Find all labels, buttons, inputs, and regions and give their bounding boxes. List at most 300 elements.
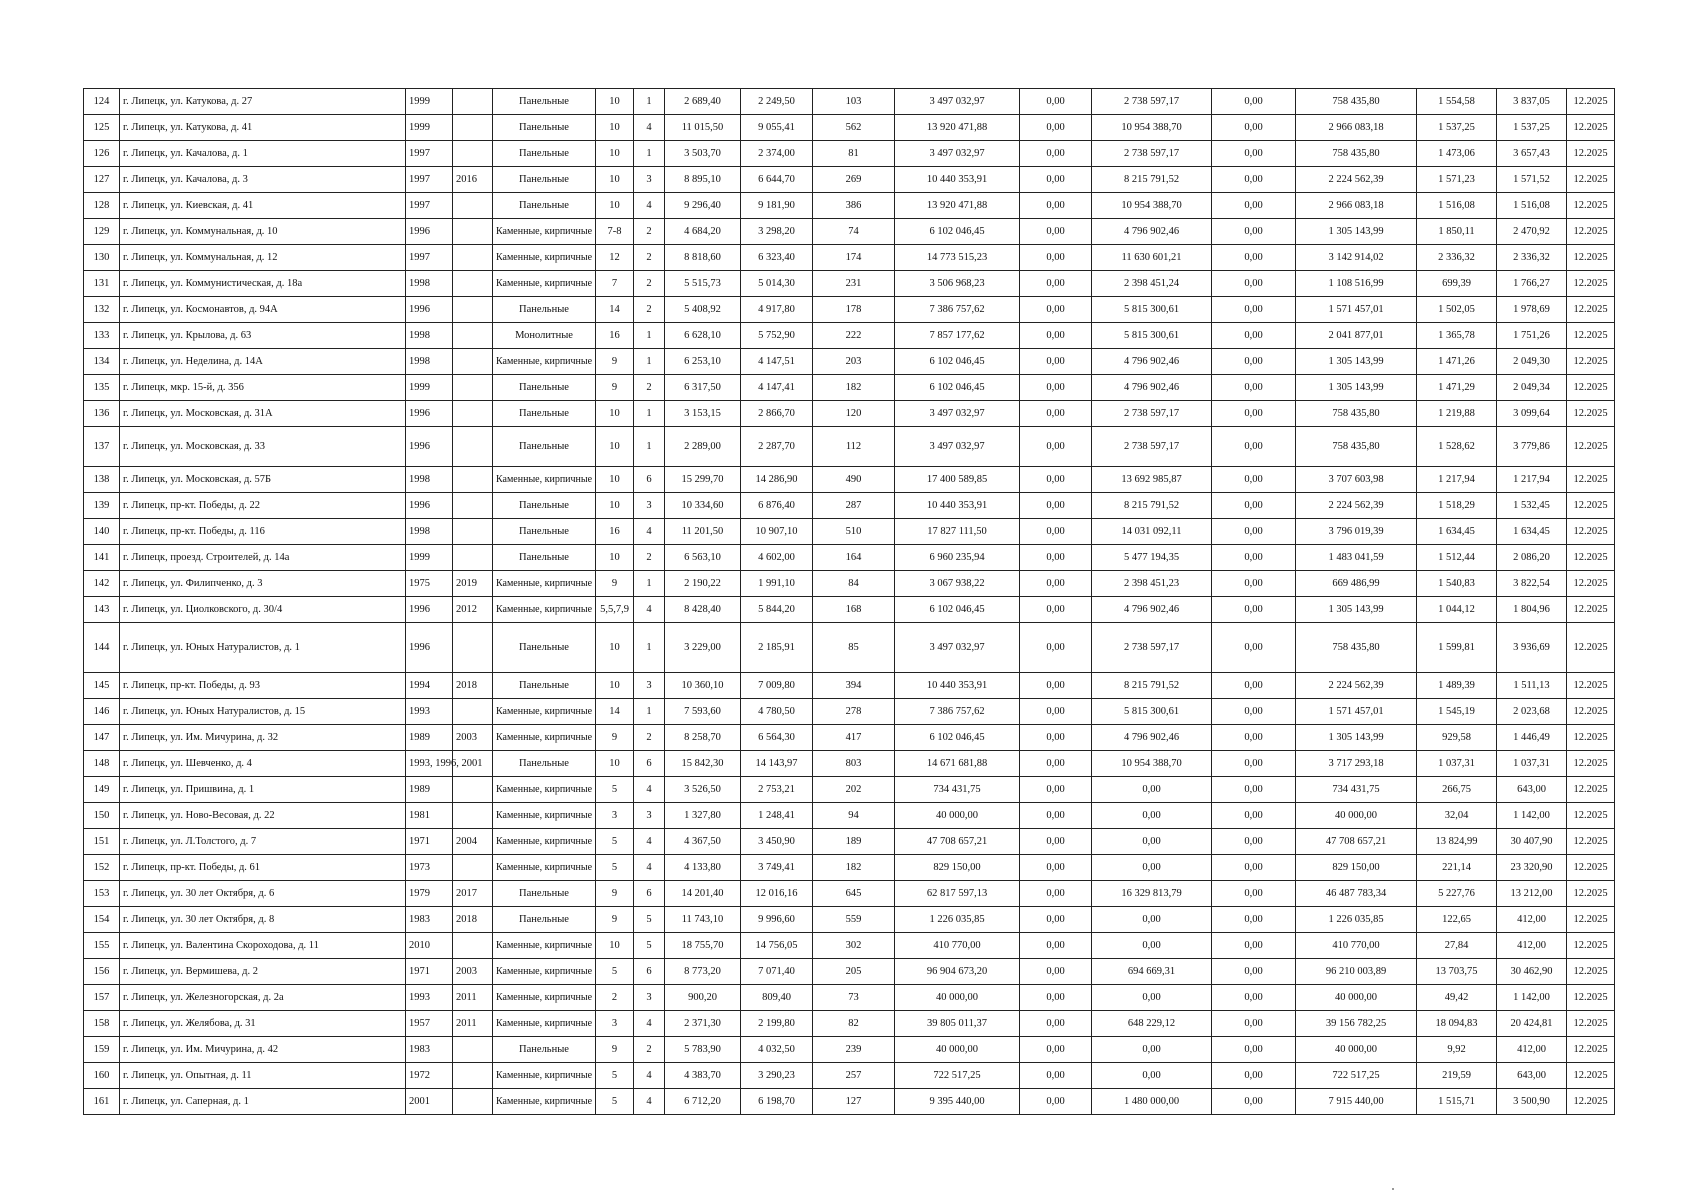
cell-address: г. Липецк, ул. Им. Мичурина, д. 42: [120, 1037, 406, 1063]
cell-residents: 278: [813, 699, 895, 725]
cell-living-area: 4 032,50: [741, 1037, 813, 1063]
cell-max-unit-cost: 1 142,00: [1497, 985, 1567, 1011]
cell-wall-material: Панельные: [493, 297, 596, 323]
cell-living-area: 5 014,30: [741, 271, 813, 297]
cell-cost-local: 0,00: [1212, 493, 1296, 519]
cell-total-area: 3 526,50: [665, 777, 741, 803]
cell-year-built: 1989: [406, 725, 453, 751]
cell-address: г. Липецк, ул. Ново-Весовая, д. 22: [120, 803, 406, 829]
cell-living-area: 14 756,05: [741, 933, 813, 959]
cell-entrances: 4: [634, 777, 665, 803]
cell-address: г. Липецк, ул. Саперная, д. 1: [120, 1089, 406, 1115]
table-row: [84, 297, 1615, 323]
cell-max-unit-cost: 3 099,64: [1497, 401, 1567, 427]
table-row: [84, 1037, 1615, 1063]
cell-cost-subject: 2 738 597,17: [1092, 623, 1212, 673]
cell-cost-owners: 758 435,80: [1296, 141, 1417, 167]
cell-row-number: 151: [84, 829, 120, 855]
table-row: [84, 571, 1615, 597]
cell-cost-subject: 5 815 300,61: [1092, 297, 1212, 323]
cell-row-number: 140: [84, 519, 120, 545]
cell-cost-local: 0,00: [1212, 401, 1296, 427]
cell-total-area: 4 367,50: [665, 829, 741, 855]
cell-address: г. Липецк, ул. Московская, д. 31А: [120, 401, 406, 427]
cell-unit-cost: 32,04: [1417, 803, 1497, 829]
cell-row-number: 132: [84, 297, 120, 323]
cell-cost-fund: 0,00: [1020, 1037, 1092, 1063]
cell-year-built: 1973: [406, 855, 453, 881]
cell-residents: 103: [813, 89, 895, 115]
cell-total-cost: 10 440 353,91: [895, 167, 1020, 193]
cell-total-area: 900,20: [665, 985, 741, 1011]
cell-max-unit-cost: 23 320,90: [1497, 855, 1567, 881]
cell-address: г. Липецк, ул. Коммунистическая, д. 18а: [120, 271, 406, 297]
cell-residents: 231: [813, 271, 895, 297]
cell-unit-cost: 1 515,71: [1417, 1089, 1497, 1115]
cell-address: г. Липецк, ул. Крылова, д. 63: [120, 323, 406, 349]
cell-address: г. Липецк, ул. Катукова, д. 27: [120, 89, 406, 115]
cell-residents: 112: [813, 427, 895, 467]
table-row: [84, 141, 1615, 167]
cell-year-renovated: [453, 375, 493, 401]
table-row: [84, 1089, 1615, 1115]
cell-cost-local: 0,00: [1212, 141, 1296, 167]
cell-address: г. Липецк, ул. Железногорская, д. 2а: [120, 985, 406, 1011]
cell-year-built: 1996: [406, 297, 453, 323]
cell-floors: 10: [596, 401, 634, 427]
cell-total-cost: 1 226 035,85: [895, 907, 1020, 933]
cell-floors: 9: [596, 907, 634, 933]
cell-cost-local: 0,00: [1212, 829, 1296, 855]
cell-wall-material: Каменные, кирпичные: [493, 725, 596, 751]
cell-floors: 16: [596, 519, 634, 545]
cell-cost-local: 0,00: [1212, 245, 1296, 271]
cell-cost-owners: 1 305 143,99: [1296, 725, 1417, 751]
cell-max-unit-cost: 3 936,69: [1497, 623, 1567, 673]
cell-cost-fund: 0,00: [1020, 699, 1092, 725]
cell-cost-fund: 0,00: [1020, 829, 1092, 855]
cell-wall-material: Каменные, кирпичные: [493, 829, 596, 855]
cell-total-cost: 10 440 353,91: [895, 493, 1020, 519]
cell-wall-material: Панельные: [493, 141, 596, 167]
cell-total-area: 5 408,92: [665, 297, 741, 323]
cell-year-built: 1996: [406, 219, 453, 245]
cell-max-unit-cost: 412,00: [1497, 907, 1567, 933]
cell-total-area: 8 258,70: [665, 725, 741, 751]
cell-living-area: 9 996,60: [741, 907, 813, 933]
cell-wall-material: Каменные, кирпичные: [493, 959, 596, 985]
cell-cost-owners: 40 000,00: [1296, 1037, 1417, 1063]
cell-cost-subject: 694 669,31: [1092, 959, 1212, 985]
cell-cost-fund: 0,00: [1020, 751, 1092, 777]
cell-year-renovated: 2011: [453, 985, 493, 1011]
cell-residents: 269: [813, 167, 895, 193]
cell-unit-cost: 49,42: [1417, 985, 1497, 1011]
cell-max-unit-cost: 1 217,94: [1497, 467, 1567, 493]
cell-row-number: 148: [84, 751, 120, 777]
cell-residents: 84: [813, 571, 895, 597]
cell-living-area: 5 844,20: [741, 597, 813, 623]
cell-residents: 203: [813, 349, 895, 375]
cell-residents: 803: [813, 751, 895, 777]
cell-deadline: 12.2025: [1567, 829, 1615, 855]
cell-year-renovated: [453, 545, 493, 571]
cell-floors: 12: [596, 245, 634, 271]
cell-year-built: 1993, 1996, 2001: [406, 751, 453, 777]
cell-entrances: 4: [634, 1011, 665, 1037]
cell-address: г. Липецк, ул. Катукова, д. 41: [120, 115, 406, 141]
cell-total-area: 18 755,70: [665, 933, 741, 959]
cell-cost-fund: 0,00: [1020, 881, 1092, 907]
housing-register-table: [83, 88, 1615, 1115]
cell-cost-owners: 39 156 782,25: [1296, 1011, 1417, 1037]
cell-cost-local: 0,00: [1212, 1089, 1296, 1115]
cell-max-unit-cost: 1 571,52: [1497, 167, 1567, 193]
cell-address: г. Липецк, ул. Пришвина, д. 1: [120, 777, 406, 803]
cell-total-area: 1 327,80: [665, 803, 741, 829]
cell-total-cost: 6 102 046,45: [895, 349, 1020, 375]
cell-cost-fund: 0,00: [1020, 907, 1092, 933]
cell-unit-cost: 929,58: [1417, 725, 1497, 751]
cell-deadline: 12.2025: [1567, 1089, 1615, 1115]
cell-cost-fund: 0,00: [1020, 467, 1092, 493]
cell-unit-cost: 1 365,78: [1417, 323, 1497, 349]
cell-residents: 127: [813, 1089, 895, 1115]
cell-entrances: 1: [634, 699, 665, 725]
cell-max-unit-cost: 2 336,32: [1497, 245, 1567, 271]
cell-cost-subject: 2 738 597,17: [1092, 89, 1212, 115]
cell-deadline: 12.2025: [1567, 245, 1615, 271]
cell-residents: 182: [813, 855, 895, 881]
cell-living-area: 4 917,80: [741, 297, 813, 323]
cell-deadline: 12.2025: [1567, 623, 1615, 673]
cell-cost-local: 0,00: [1212, 427, 1296, 467]
cell-cost-fund: 0,00: [1020, 297, 1092, 323]
cell-cost-fund: 0,00: [1020, 673, 1092, 699]
cell-row-number: 156: [84, 959, 120, 985]
cell-address: г. Липецк, ул. Московская, д. 33: [120, 427, 406, 467]
cell-deadline: 12.2025: [1567, 141, 1615, 167]
cell-cost-owners: 1 305 143,99: [1296, 375, 1417, 401]
cell-year-built: 1996: [406, 493, 453, 519]
cell-row-number: 138: [84, 467, 120, 493]
cell-residents: 510: [813, 519, 895, 545]
cell-year-renovated: [453, 271, 493, 297]
cell-total-area: 6 253,10: [665, 349, 741, 375]
cell-max-unit-cost: 1 511,13: [1497, 673, 1567, 699]
cell-row-number: 149: [84, 777, 120, 803]
cell-residents: 417: [813, 725, 895, 751]
cell-max-unit-cost: 3 779,86: [1497, 427, 1567, 467]
cell-year-built: 1981: [406, 803, 453, 829]
cell-cost-subject: 1 480 000,00: [1092, 1089, 1212, 1115]
cell-residents: 168: [813, 597, 895, 623]
cell-deadline: 12.2025: [1567, 1011, 1615, 1037]
cell-total-cost: 722 517,25: [895, 1063, 1020, 1089]
cell-total-cost: 40 000,00: [895, 803, 1020, 829]
cell-address: г. Липецк, пр-кт. Победы, д. 116: [120, 519, 406, 545]
cell-entrances: 2: [634, 1037, 665, 1063]
cell-unit-cost: 5 227,76: [1417, 881, 1497, 907]
cell-wall-material: Каменные, кирпичные: [493, 985, 596, 1011]
cell-year-built: 2001: [406, 1089, 453, 1115]
cell-total-cost: 3 497 032,97: [895, 401, 1020, 427]
cell-year-built: 1998: [406, 271, 453, 297]
cell-cost-owners: 46 487 783,34: [1296, 881, 1417, 907]
table-row: [84, 115, 1615, 141]
cell-cost-fund: 0,00: [1020, 959, 1092, 985]
cell-living-area: 3 298,20: [741, 219, 813, 245]
cell-cost-fund: 0,00: [1020, 245, 1092, 271]
cell-year-renovated: [453, 323, 493, 349]
cell-year-built: 1996: [406, 427, 453, 467]
cell-year-built: 1997: [406, 245, 453, 271]
cell-total-cost: 17 827 111,50: [895, 519, 1020, 545]
cell-residents: 74: [813, 219, 895, 245]
cell-wall-material: Каменные, кирпичные: [493, 219, 596, 245]
cell-residents: 257: [813, 1063, 895, 1089]
cell-year-renovated: [453, 1089, 493, 1115]
cell-max-unit-cost: 1 751,26: [1497, 323, 1567, 349]
cell-cost-fund: 0,00: [1020, 519, 1092, 545]
cell-floors: 2: [596, 985, 634, 1011]
table-row: [84, 427, 1615, 467]
cell-floors: 5: [596, 1089, 634, 1115]
cell-row-number: 127: [84, 167, 120, 193]
cell-total-cost: 14 671 681,88: [895, 751, 1020, 777]
cell-residents: 202: [813, 777, 895, 803]
cell-floors: 7-8: [596, 219, 634, 245]
cell-wall-material: Панельные: [493, 907, 596, 933]
cell-cost-local: 0,00: [1212, 467, 1296, 493]
cell-year-renovated: [453, 115, 493, 141]
cell-total-cost: 9 395 440,00: [895, 1089, 1020, 1115]
cell-floors: 10: [596, 193, 634, 219]
cell-wall-material: Каменные, кирпичные: [493, 933, 596, 959]
cell-residents: 120: [813, 401, 895, 427]
cell-wall-material: Каменные, кирпичные: [493, 699, 596, 725]
cell-entrances: 4: [634, 1063, 665, 1089]
cell-year-built: 1983: [406, 1037, 453, 1063]
cell-cost-fund: 0,00: [1020, 115, 1092, 141]
cell-floors: 10: [596, 493, 634, 519]
table-row: [84, 245, 1615, 271]
cell-total-area: 11 743,10: [665, 907, 741, 933]
cell-year-renovated: 2003: [453, 959, 493, 985]
cell-cost-fund: 0,00: [1020, 855, 1092, 881]
cell-wall-material: Каменные, кирпичные: [493, 855, 596, 881]
cell-cost-subject: 0,00: [1092, 855, 1212, 881]
cell-address: г. Липецк, ул. Филипченко, д. 3: [120, 571, 406, 597]
cell-cost-fund: 0,00: [1020, 375, 1092, 401]
cell-deadline: 12.2025: [1567, 1037, 1615, 1063]
cell-cost-local: 0,00: [1212, 271, 1296, 297]
cell-cost-local: 0,00: [1212, 959, 1296, 985]
cell-total-area: 11 015,50: [665, 115, 741, 141]
cell-cost-local: 0,00: [1212, 219, 1296, 245]
cell-living-area: 5 752,90: [741, 323, 813, 349]
cell-residents: 73: [813, 985, 895, 1011]
cell-row-number: 154: [84, 907, 120, 933]
cell-year-renovated: [453, 297, 493, 323]
cell-address: г. Липецк, проезд. Строителей, д. 14а: [120, 545, 406, 571]
cell-year-renovated: [453, 699, 493, 725]
cell-unit-cost: 1 540,83: [1417, 571, 1497, 597]
cell-deadline: 12.2025: [1567, 933, 1615, 959]
cell-year-built: 1998: [406, 323, 453, 349]
cell-total-area: 11 201,50: [665, 519, 741, 545]
cell-year-renovated: [453, 219, 493, 245]
cell-residents: 559: [813, 907, 895, 933]
cell-total-cost: 410 770,00: [895, 933, 1020, 959]
cell-floors: 10: [596, 89, 634, 115]
cell-living-area: 10 907,10: [741, 519, 813, 545]
cell-cost-fund: 0,00: [1020, 571, 1092, 597]
cell-deadline: 12.2025: [1567, 375, 1615, 401]
cell-total-cost: 3 506 968,23: [895, 271, 1020, 297]
cell-wall-material: Панельные: [493, 673, 596, 699]
cell-unit-cost: 18 094,83: [1417, 1011, 1497, 1037]
cell-cost-local: 0,00: [1212, 1063, 1296, 1089]
cell-max-unit-cost: 643,00: [1497, 777, 1567, 803]
cell-residents: 645: [813, 881, 895, 907]
cell-cost-local: 0,00: [1212, 297, 1296, 323]
cell-floors: 10: [596, 545, 634, 571]
cell-residents: 174: [813, 245, 895, 271]
cell-address: г. Липецк, ул. Коммунальная, д. 12: [120, 245, 406, 271]
cell-cost-subject: 5 815 300,61: [1092, 699, 1212, 725]
cell-max-unit-cost: 3 500,90: [1497, 1089, 1567, 1115]
cell-year-renovated: 2018: [453, 673, 493, 699]
cell-deadline: 12.2025: [1567, 167, 1615, 193]
cell-wall-material: Панельные: [493, 89, 596, 115]
cell-year-built: 1997: [406, 193, 453, 219]
cell-deadline: 12.2025: [1567, 89, 1615, 115]
cell-total-cost: 3 497 032,97: [895, 623, 1020, 673]
cell-entrances: 4: [634, 597, 665, 623]
cell-cost-fund: 0,00: [1020, 597, 1092, 623]
cell-floors: 5: [596, 959, 634, 985]
cell-year-renovated: 2017: [453, 881, 493, 907]
cell-unit-cost: 1 554,58: [1417, 89, 1497, 115]
cell-living-area: 14 286,90: [741, 467, 813, 493]
cell-cost-owners: 2 966 083,18: [1296, 115, 1417, 141]
cell-cost-local: 0,00: [1212, 623, 1296, 673]
table-row: [84, 349, 1615, 375]
cell-cost-owners: 1 305 143,99: [1296, 597, 1417, 623]
cell-total-cost: 6 102 046,45: [895, 725, 1020, 751]
cell-cost-owners: 2 224 562,39: [1296, 167, 1417, 193]
cell-address: г. Липецк, ул. Вермишева, д. 2: [120, 959, 406, 985]
cell-total-area: 3 153,15: [665, 401, 741, 427]
cell-total-area: 15 842,30: [665, 751, 741, 777]
cell-cost-local: 0,00: [1212, 881, 1296, 907]
cell-cost-local: 0,00: [1212, 193, 1296, 219]
cell-living-area: 2 185,91: [741, 623, 813, 673]
cell-total-cost: 39 805 011,37: [895, 1011, 1020, 1037]
cell-cost-local: 0,00: [1212, 571, 1296, 597]
cell-deadline: 12.2025: [1567, 803, 1615, 829]
cell-row-number: 146: [84, 699, 120, 725]
cell-floors: 9: [596, 881, 634, 907]
scan-speck: [1392, 1188, 1394, 1190]
cell-floors: 16: [596, 323, 634, 349]
cell-floors: 14: [596, 297, 634, 323]
cell-year-renovated: 2018: [453, 907, 493, 933]
cell-cost-fund: 0,00: [1020, 1089, 1092, 1115]
cell-year-built: 1998: [406, 349, 453, 375]
cell-wall-material: Панельные: [493, 545, 596, 571]
cell-cost-owners: 1 483 041,59: [1296, 545, 1417, 571]
cell-max-unit-cost: 2 086,20: [1497, 545, 1567, 571]
cell-living-area: 6 198,70: [741, 1089, 813, 1115]
cell-cost-local: 0,00: [1212, 545, 1296, 571]
cell-floors: 7: [596, 271, 634, 297]
cell-living-area: 7 009,80: [741, 673, 813, 699]
cell-total-area: 3 229,00: [665, 623, 741, 673]
table-row: [84, 803, 1615, 829]
cell-living-area: 809,40: [741, 985, 813, 1011]
cell-wall-material: Панельные: [493, 1037, 596, 1063]
cell-row-number: 130: [84, 245, 120, 271]
cell-cost-subject: 0,00: [1092, 777, 1212, 803]
cell-residents: 386: [813, 193, 895, 219]
cell-wall-material: Панельные: [493, 751, 596, 777]
table-row: [84, 519, 1615, 545]
cell-cost-local: 0,00: [1212, 597, 1296, 623]
cell-entrances: 2: [634, 297, 665, 323]
cell-deadline: 12.2025: [1567, 725, 1615, 751]
cell-deadline: 12.2025: [1567, 985, 1615, 1011]
cell-cost-fund: 0,00: [1020, 141, 1092, 167]
cell-floors: 5: [596, 777, 634, 803]
cell-total-cost: 62 817 597,13: [895, 881, 1020, 907]
cell-total-area: 8 428,40: [665, 597, 741, 623]
table-row: [84, 777, 1615, 803]
cell-total-cost: 47 708 657,21: [895, 829, 1020, 855]
cell-total-area: 9 296,40: [665, 193, 741, 219]
cell-max-unit-cost: 1 804,96: [1497, 597, 1567, 623]
cell-floors: 9: [596, 375, 634, 401]
cell-floors: 5,5,7,9: [596, 597, 634, 623]
cell-address: г. Липецк, пр-кт. Победы, д. 93: [120, 673, 406, 699]
cell-living-area: 2 374,00: [741, 141, 813, 167]
cell-total-cost: 3 497 032,97: [895, 89, 1020, 115]
cell-unit-cost: 1 599,81: [1417, 623, 1497, 673]
cell-row-number: 137: [84, 427, 120, 467]
cell-max-unit-cost: 1 978,69: [1497, 297, 1567, 323]
cell-deadline: 12.2025: [1567, 427, 1615, 467]
cell-cost-owners: 1 571 457,01: [1296, 297, 1417, 323]
cell-address: г. Липецк, ул. Киевская, д. 41: [120, 193, 406, 219]
cell-cost-fund: 0,00: [1020, 271, 1092, 297]
cell-cost-local: 0,00: [1212, 519, 1296, 545]
cell-cost-owners: 1 305 143,99: [1296, 219, 1417, 245]
cell-year-renovated: [453, 1037, 493, 1063]
cell-unit-cost: 13 824,99: [1417, 829, 1497, 855]
cell-row-number: 152: [84, 855, 120, 881]
cell-cost-fund: 0,00: [1020, 1063, 1092, 1089]
cell-wall-material: Каменные, кирпичные: [493, 1089, 596, 1115]
cell-cost-subject: 13 692 985,87: [1092, 467, 1212, 493]
cell-cost-local: 0,00: [1212, 751, 1296, 777]
cell-floors: 9: [596, 349, 634, 375]
cell-entrances: 2: [634, 725, 665, 751]
cell-cost-owners: 1 305 143,99: [1296, 349, 1417, 375]
cell-total-cost: 7 857 177,62: [895, 323, 1020, 349]
cell-total-area: 3 503,70: [665, 141, 741, 167]
cell-total-area: 5 515,73: [665, 271, 741, 297]
